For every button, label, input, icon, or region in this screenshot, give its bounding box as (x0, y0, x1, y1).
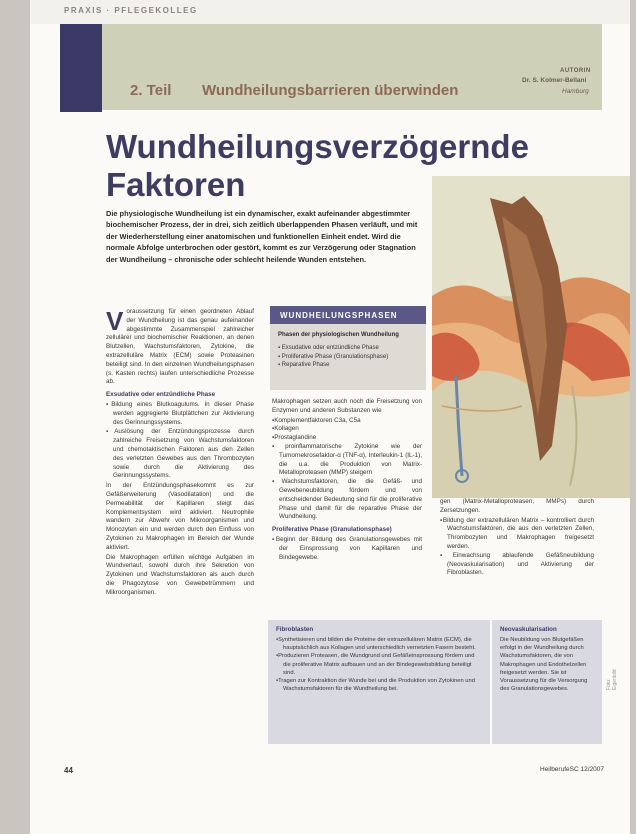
article-title-line1: Wundheilungsverzögernde (106, 128, 529, 165)
article-column-3 (440, 498, 594, 578)
photo-credit: Foto: Eigenbild (606, 669, 618, 690)
col1-intro: oraussetzung für einen geordneten Ablauf der Wundheilung ist das genau aufeinander abgestimmte Zusammenspiel zahlreicher zellulärer und biochemischer Reaktionen, an denen Blutzellen, Wachstumsfaktoren, Zytokine, die extrazelluläre Matrix (ECM) sowie Proteasinen beteiligt sind. In den einzelnen Wundheilungsphasen (s. Kasten rechts) laufen unterschiedliche Prozesse ab. (106, 308, 254, 386)
subheading-exsudative: Exsudative oder entzündliche Phase (106, 391, 216, 399)
article-column-2 (272, 398, 422, 563)
fibroblasten-list (276, 636, 482, 693)
lead-paragraph: Die physiologische Wundheilung ist ein dynamischer, exakt aufeinander abgestimmter biochemischer Prozess, der in drei, sich zeitlich überlappenden Phasen verläuft, und mit der Wiederherstellung einer anatomischen und funktionellen Einheit endet. Wird die normale Abfolge unterbrochen oder gestört, kommt es zur Verzögerung oder Stagnation der Wundheilung – chronische oder schlecht heilende Wunden entstehen. (106, 209, 418, 264)
list-item: ▪ Synthetisieren und bilden die Proteine der extrazellulären Matrix (ECM), die hauptsächlich aus Kollagen und unterschiedlich vernetzten Fasern besteht. (276, 636, 482, 652)
body-paragraph: In der Entzündungsphasekommt es zur Gefäßerweiterung (Vasodilatation) und die Permeabilität der Kapillaren steigt das Komplementsystem wird aktiviert. Neutrophile wandern zur Abwehr von Mikroorganismen und Monozyten ein und werden durch den Einfluss von Zytokinen zu Makrophagen im Bereich der Wunde aktiviert. (106, 482, 254, 551)
list-item: ▪ Einwachsung ablaufende Gefäßneubildung (Neovaskularisation) und Aktivierung der Fibroblasten. (440, 552, 594, 578)
article-title-line2: Faktoren (106, 166, 246, 203)
fibroblasten-panel (268, 620, 490, 744)
bullet-item: ▪ Auslösung der Entzündungsprozesse durch zahlreiche Freisetzung von Wachstumsfaktoren und chemotaktischen Faktoren aus den Zellen des verletzten Gewebes aus den Thrombozyten sowie durch die Aktivierung des Gerinnungssystems. (106, 428, 254, 481)
section-label: PRAXIS · PFLEGEKOLLEG (64, 6, 198, 15)
phasen-item: ▪ Exsudative oder entzündliche Phase (278, 344, 424, 353)
article-column-1 (106, 308, 254, 599)
list-item: ▪ Prostaglandine (272, 434, 422, 443)
body-paragraph: Die Makrophagen erfüllen wichtige Aufgaben im Wundverlauf, sowohl durch ihre Sekretion von Zytokinen und Wachstumsfaktoren als auch durch die Phagozytose von Gewebetrümmern und Mikroorganismen. (106, 553, 254, 596)
part-label: 2. Teil (130, 82, 172, 99)
subheading-proliferative: Proliferative Phase (Granulationsphase) (272, 526, 392, 534)
body-paragraph: Makrophagen setzen auch noch die Freisetzung von Enzymen und anderen Substanzen wie (272, 398, 422, 414)
wound-illustration (432, 176, 630, 498)
list-item: ▪ Komplementfaktoren C3a, C5a (272, 417, 422, 426)
author-city: Hamburg (562, 88, 589, 95)
author-role: AUTORIN (560, 68, 591, 74)
dropcap: V (106, 306, 124, 336)
phasen-item: ▪ Reparative Phase (278, 361, 424, 370)
proliferation-list (440, 517, 594, 579)
series-title: Wundheilungsbarrieren überwinden (202, 82, 459, 99)
list-item: ▪ Bildung der extrazellulären Matrix – kontrolliert durch Wachstumsfaktoren, die aus den verletzten Zellen, Thrombozyten und Makrophagen freigesetzt werden. (440, 517, 594, 552)
list-item: ▪ proinflammatorische Zytokine wie der Tumornekrosefaktor-α (TNF-α), Interleukin-1 (IL-1), die u.a. die Produktion von Matrix-Metalloproteasen (MMP) steigern (272, 443, 422, 478)
list-item: ▪ Tragen zur Kontraktion der Wunde bei und die Produktion von Zytokinen und Wachstumsfaktoren für die Wundheilung bei. (276, 677, 482, 693)
body-paragraph: gen (Matrix-Metalloproteasen, MMPs) durch Zersetzungen. (440, 498, 594, 514)
phasen-item: ▪ Proliferative Phase (Granulationsphase) (278, 353, 424, 362)
list-item: ▪ Produzieren Proteasen, die Wundgrund und Gefäßeinsprossung fördern und die proliferative Matrix aufbauen und an der Bindegewebsbildung beteiligt sind. (276, 652, 482, 677)
neovaskularisation-panel (492, 620, 602, 744)
panel-heading: Neovaskularisation (500, 626, 557, 633)
page-number: 44 (64, 766, 73, 775)
panel-text: Die Neubildung von Blutgefäßen erfolgt in der Wundheilung durch Wachstumsfaktoren, die von Makrophagen und Endothelzellen freigesetzt werden. Sie ist Voraussetzung für die Versorgung des Granulationsgewebes. (500, 637, 588, 693)
bullet-item: ▪ Beginn der Bildung des Granulationsgewebes mit der Einsprossung von Kapillaren und Bindegewebe. (272, 536, 422, 562)
journal-reference: HeilberufeSC 12/2007 (540, 766, 604, 773)
bullet-item: ▪ Bildung eines Blutkoagulums. In dieser Phase werden aggregierte Blutplättchen zur Aktivierung des Gerinnungssystems. (106, 401, 254, 427)
phasen-title: WUNDHEILUNGSPHASEN (270, 306, 426, 324)
phasen-intro: Phasen der physiologischen Wundheilung (278, 332, 399, 338)
author-name: Dr. S. Kolmer-Bellani (522, 77, 587, 84)
list-item: ▪ Kollagen (272, 425, 422, 434)
mediator-list (272, 417, 422, 479)
panel-heading: Fibroblasten (276, 626, 314, 633)
section-color-tab (60, 24, 102, 112)
phasen-list (278, 344, 424, 370)
bullet-item: ▪ Wachstumsfaktoren, die die Gefäß- und Gewebeneubildung fördern und von entscheidender Bedeutung sind für die proliferative Phase und damit für die reparative Phase der Wundheilung. (272, 478, 422, 522)
